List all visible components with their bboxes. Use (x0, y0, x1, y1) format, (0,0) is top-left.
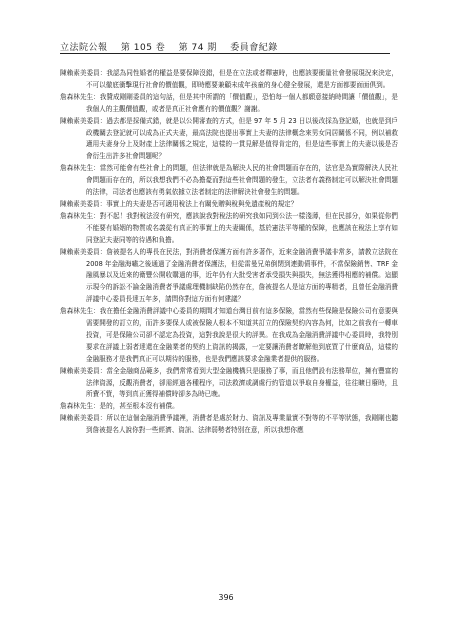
page-number: 396 (218, 593, 234, 602)
section-name: 委員會紀錄 (230, 43, 278, 53)
speech-text: ：我贊成剛剛委員的這句話，但是其中所謂的「價值觀」，恐怕每一個人都願意接納時間讓「價值觀」，是我個人的主觀價值觀，或者是真正社會應有的價值觀？謝謝。 (86, 92, 398, 113)
transcript-paragraph (60, 306, 398, 366)
transcript-paragraph (60, 92, 398, 116)
speech-text: ：詹被提名人的專長在民法，對消費者保護方面有許多著作，近來金融消費爭議非常多，請教立法院在 2008 年金融海嘯之後通過了金融消費者保護法，但從雷曼兄弟倒閉到連動債事件，不當保險銷售、TRF 金融風暴以及近來的衛豐公開收購過的事，近年仍有大批受害者承受損失與損失，無法獲得相應的補償。這顯示現今的訴訟不論金融消費者爭議處理機制缺陷仍然存在，詹被提名人是這方面的專精者，且曾任金融消費評議中心委員長達五年多，請問你對這方面有何建議？ (86, 247, 399, 304)
speaker-name: 詹森林先生 (60, 307, 94, 316)
speech-text: ：我在擔任金融消費評議中心委員的期間才知道台灣目前有這多保險，當然有些保險是保險公司有意要與需要開發的訂立的，而許多要保人或被保險人根本不知道其訂立的保險契約內容為何，比如之前我有一轉車投資，可是保險公司卻不認定為投資，這對我說是很大的評異。在我成為金融消費評議中心委員時，我特別要求在評議上弱者達還在金融業者的契約上資訊的揭露，一定要讓消費者瞭解他到底買了什麼商品，這樣的金融服務才是我們真正可以期待的服務，也是我們應該要求金融業者提供的服務。 (86, 307, 398, 363)
speaker-name: 陳賴素美委員 (60, 199, 100, 208)
speaker-name: 詹森林先生 (60, 402, 93, 411)
transcript-paragraph (60, 199, 398, 211)
speech-text: ：我認為同性婚者的權益是要保障沒錯，但是在立法或者釋憲時，也應該要衝量社會發展現況來決定，不可以徹底衝擊現行社會的價值觀，即時應要兼顧未成年孩童的身心健全發展，還是方面都要面面俱到。 (86, 69, 399, 89)
transcript-paragraph (60, 247, 398, 307)
speaker-name: 陳賴素美委員 (60, 247, 100, 256)
transcript-body (60, 68, 398, 437)
transcript-paragraph (60, 366, 398, 402)
speech-text: ：事實上的夫妻是否可適用稅法上有關免贈與稅與免遺產稅的規定？ (99, 199, 298, 208)
speech-text: ：對不起！我對稅法沒有研究，應該說我對稅法的研究我如同到公法一樣淺薄，但在民部分，如果從你們不能要有婚姻的物質或名義從有真正的事實上的夫妻關係，基於憲法平等權的保障，也應該在稅法上享有如同登記夫妻同等的待遇和負擔。 (86, 211, 398, 244)
page-header (60, 40, 390, 53)
transcript-paragraph (60, 116, 398, 164)
issue-number: 第 74 期 (178, 43, 217, 53)
transcript-paragraph (60, 401, 398, 413)
speaker-name: 陳賴素美委員 (60, 366, 100, 375)
speaker-name: 詹森林先生 (60, 92, 94, 101)
speech-text: ：過去都是採備式錯，就是以公開審查的方式，但是 97 年 5 月 23 日以後改採為登記婚，也就是到戶政機關去登記就可以成為正式夫妻，最高法院也提出事實上夫妻的法律概念來男女同居關係不同，例以補救適用夫妻身分上及財產上法律關係之規定，這樣的一貫見解是值得肯定的，但是這些事實上的夫妻以後是否會衍生出許多社會問題呢？ (86, 116, 398, 161)
speaker-name: 陳賴素美委員 (60, 69, 100, 77)
transcript-paragraph (60, 163, 398, 199)
speech-text: ：所以在這個金融消費爭議裡，消費者是處於財力、資訊及專業量實不對等的不平等狀態，我剛剛也聽到詹被提名人說你對一些經濟、資訊、法律弱勢者特別在意，所以我想你應 (86, 414, 399, 435)
transcript-paragraph (60, 68, 398, 92)
speech-text: ：當全金融商品範多，我們常常看到大型金融機構只是服務了事，而且他們設有法務單位，擁有豐富的法律資源，反觀消費者，卻需經過各種程序，司法救濟或調處行約管道以爭取自身權益，往往曠日廢時，且所費不貲，等到真正獲得補償時卻多為時已晚。 (86, 366, 399, 399)
volume-number: 第 105 卷 (120, 43, 166, 53)
speaker-name: 陳賴素美委員 (60, 116, 100, 125)
transcript-paragraph (60, 211, 398, 247)
speaker-name: 詹森林先生 (60, 211, 94, 220)
speaker-name: 詹森林先生 (60, 164, 94, 173)
publication-name: 立法院公報 (60, 43, 108, 53)
speaker-name: 陳賴素美委員 (60, 414, 100, 423)
header-rule (60, 53, 390, 54)
transcript-paragraph (60, 413, 398, 437)
speech-text: ：當然可能會有些社會上的問題，但法律就是為解決人民的社會問題而存在的，法官是為實際解決人民社會問題而存在的，所以我想我們不必為擔憂而對這些社會問題的發生，立法者有義務制定可以解決社會問題的法律，司法者也應該有勇氣依據立法者制定的法律解決社會發生的問題。 (86, 164, 398, 197)
speech-text: ：是的，甚至根本沒有補償。 (92, 402, 179, 411)
